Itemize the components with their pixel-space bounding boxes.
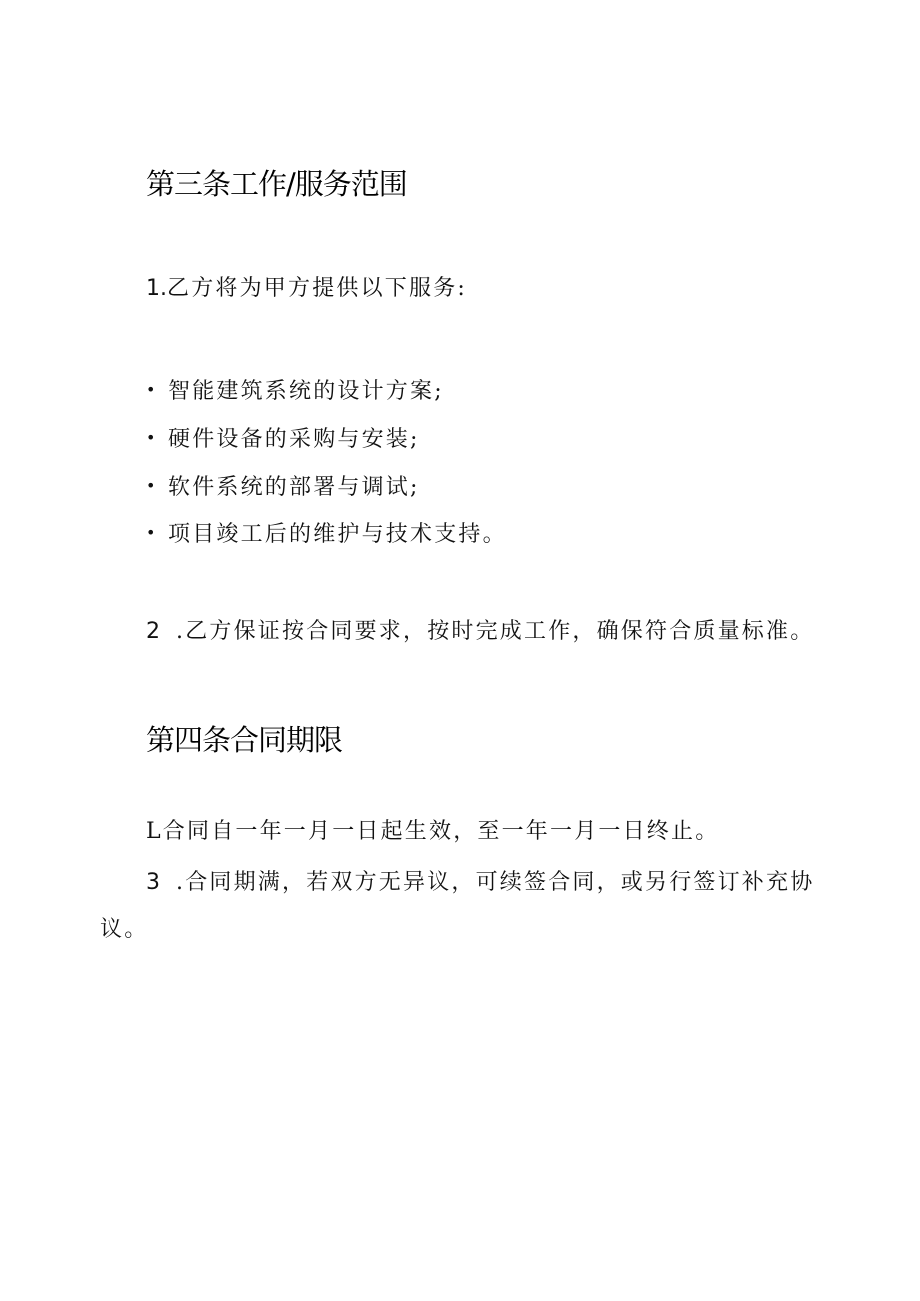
renewal-text-line-1: .合同期满，若双方无异议，可续签合同，或另行签订补充协 [176,870,815,895]
item-2-number: 2 [146,619,160,644]
service-text: 软件系统的部署与调试; [168,475,420,500]
section-4-heading: 第四条合同期限 [146,723,343,757]
section-4-item-3 [146,872,814,894]
section-3-heading: 第三条工作/服务范围 [146,167,407,201]
section-3-item-1 [146,278,467,300]
bullet-icon: • [146,380,158,399]
service-list-item [146,429,420,451]
item-2-text: .乙方保证按合同要求，按时完成工作，确保符合质量标准。 [176,619,815,644]
section-3-item-2 [146,621,814,643]
item-1-text: 乙方将为甲方提供以下服务: [167,276,468,301]
renewal-text-line-2: 议。 [100,917,149,942]
service-text: 硬件设备的采购与安装; [168,427,420,452]
section-4-item-1 [146,821,719,843]
bullet-icon: • [146,428,158,447]
section-4-item-3-continuation [100,919,148,941]
service-list-item [146,477,420,499]
bullet-icon: • [146,476,158,495]
service-list-item [146,381,444,403]
service-text: 项目竣工后的维护与技术支持。 [168,522,507,547]
service-list-item [146,524,507,546]
item-1-number: 1. [146,276,167,301]
term-text: L合同自一年一月一日起生效，至一年一月一日终止。 [146,819,720,844]
item-3-number: 3 [146,870,160,895]
bullet-icon: • [146,523,158,542]
service-text: 智能建筑系统的设计方案; [168,379,444,404]
